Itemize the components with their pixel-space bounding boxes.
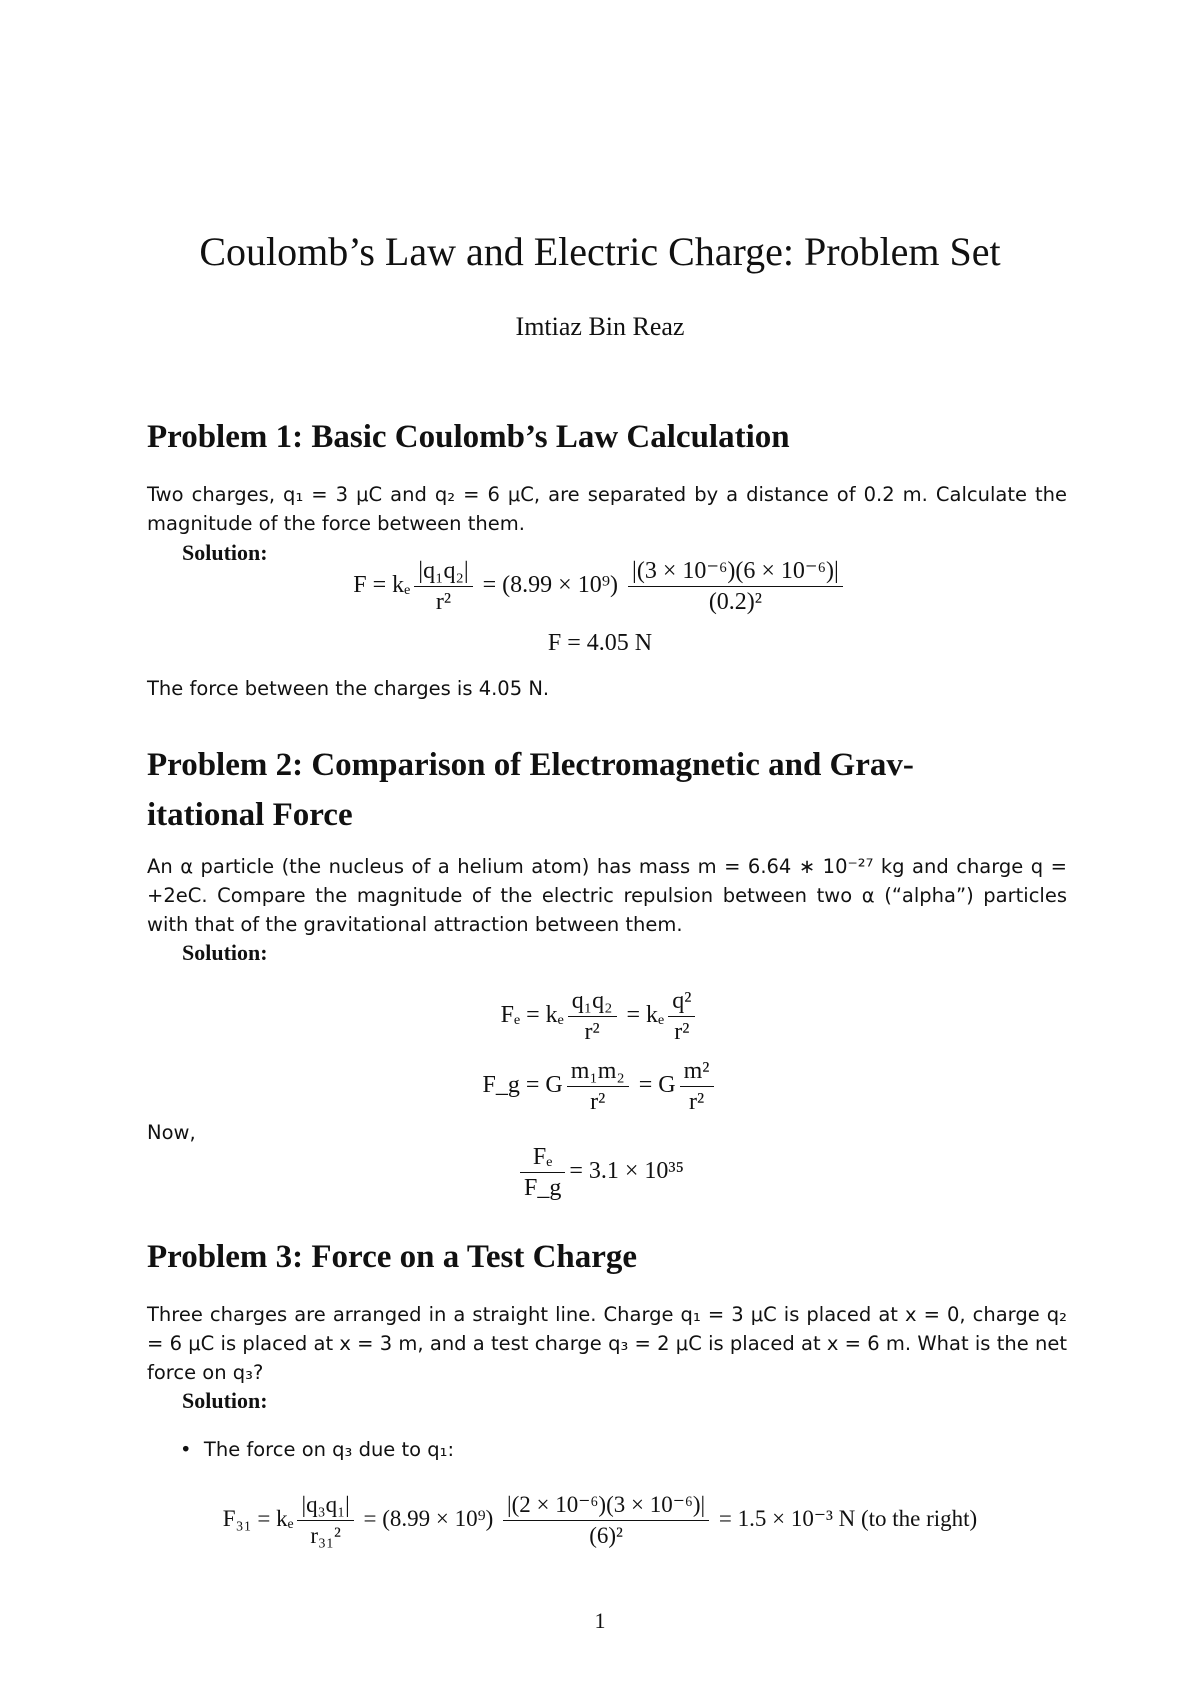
fraction — [567, 1056, 629, 1117]
denominator: r² — [590, 1089, 606, 1115]
numerator: m² — [680, 1056, 714, 1087]
fraction — [297, 1490, 353, 1551]
eq-middle: = kₑ — [626, 1002, 665, 1029]
denominator: r² — [435, 589, 452, 615]
author-name: Imtiaz Bin Reaz — [515, 312, 685, 341]
problem1-equation-1 — [0, 556, 1200, 617]
numerator: m₁m₂ — [567, 1056, 629, 1087]
denominator: r₃₁² — [310, 1523, 341, 1548]
problem2-ratio-equation — [0, 1142, 1200, 1203]
numerator: |(3 × 10⁻⁶)(6 × 10⁻⁶)| — [628, 556, 843, 587]
page-number: 1 — [594, 1608, 606, 1633]
problem1-text: Two charges, q₁ = 3 μC and q₂ = 6 μC, are separated by a distance of 0.2 m. Calculate the magnitude of the force between them. — [147, 483, 1067, 535]
denominator: F_g — [524, 1175, 562, 1201]
fraction — [680, 1056, 714, 1117]
fraction — [503, 1490, 709, 1551]
problem2-now-label: Now, — [147, 1121, 196, 1144]
document-title: Coulomb’s Law and Electric Charge: Problem Set — [199, 229, 1001, 274]
heading-line: itational Force — [147, 797, 353, 833]
numerator: |q₁q₂| — [414, 556, 472, 587]
problem2-gravitational-force-equation — [0, 1056, 1200, 1117]
heading-line: Problem 2: Comparison of Electromagnetic and Grav- — [147, 747, 914, 783]
denominator: (0.2)² — [708, 589, 762, 615]
problem2-heading — [147, 740, 1067, 840]
problem3-bullet — [180, 1438, 454, 1461]
denominator: r² — [688, 1089, 705, 1115]
problem3-solution-label: Solution: — [182, 1388, 268, 1413]
eq-rhs: = 1.5 × 10⁻³ N (to the right) — [718, 1505, 978, 1531]
fraction — [628, 556, 843, 617]
problem3-heading: Problem 3: Force on a Test Charge — [147, 1239, 638, 1275]
problem2-text: An α particle (the nucleus of a helium atom) has mass m = 6.64 ∗ 10⁻²⁷ kg and charge q = +2eC. Compare the magnitude of the electric repulsion between two α (“alpha”) particles with that of the gravitational attraction between them. — [147, 855, 1067, 936]
numerator: q² — [668, 986, 695, 1017]
bullet-icon: • — [180, 1438, 192, 1461]
problem3-force-equation — [0, 1490, 1200, 1551]
eq-lhs: F = kₑ — [353, 572, 411, 599]
eq-middle: = (8.99 × 10⁹) — [363, 1505, 494, 1531]
bullet-text: The force on q₃ due to q₁: — [203, 1438, 455, 1461]
problem1-solution-label: Solution: — [182, 540, 268, 565]
eq-lhs: Fₑ = kₑ — [500, 1002, 564, 1029]
eq-rhs: = 3.1 × 10³⁵ — [569, 1158, 684, 1185]
numerator: Fₑ — [520, 1142, 565, 1173]
denominator: r² — [674, 1019, 690, 1045]
problem1-heading: Problem 1: Basic Coulomb’s Law Calculation — [147, 419, 790, 455]
fraction — [520, 1142, 565, 1203]
problem1-equation-2: F = 4.05 N — [547, 630, 653, 656]
eq-middle: = (8.99 × 10⁹) — [482, 572, 619, 599]
problem3-text: Three charges are arranged in a straight line. Charge q₁ = 3 μC is placed at x = 0, charge q₂ = 6 μC is placed at x = 3 m, and a test charge q₃ = 2 μC is placed at x = 6 m. What is the net force on q₃? — [147, 1303, 1067, 1384]
eq-lhs: F_g = G — [482, 1072, 563, 1099]
fraction — [414, 556, 472, 617]
numerator: |(2 × 10⁻⁶)(3 × 10⁻⁶)| — [503, 1490, 709, 1521]
denominator: (6)² — [589, 1523, 623, 1548]
numerator: |q₃q₁| — [297, 1490, 353, 1521]
denominator: r² — [584, 1019, 600, 1045]
fraction — [568, 986, 617, 1047]
problem2-electric-force-equation — [0, 986, 1200, 1047]
problem2-solution-label: Solution: — [182, 940, 268, 965]
eq-middle: = G — [638, 1072, 676, 1099]
problem1-conclusion: The force between the charges is 4.05 N. — [147, 677, 550, 700]
fraction — [668, 986, 695, 1047]
numerator: q₁q₂ — [568, 986, 617, 1017]
eq-lhs: F₃₁ = kₑ — [222, 1505, 294, 1531]
